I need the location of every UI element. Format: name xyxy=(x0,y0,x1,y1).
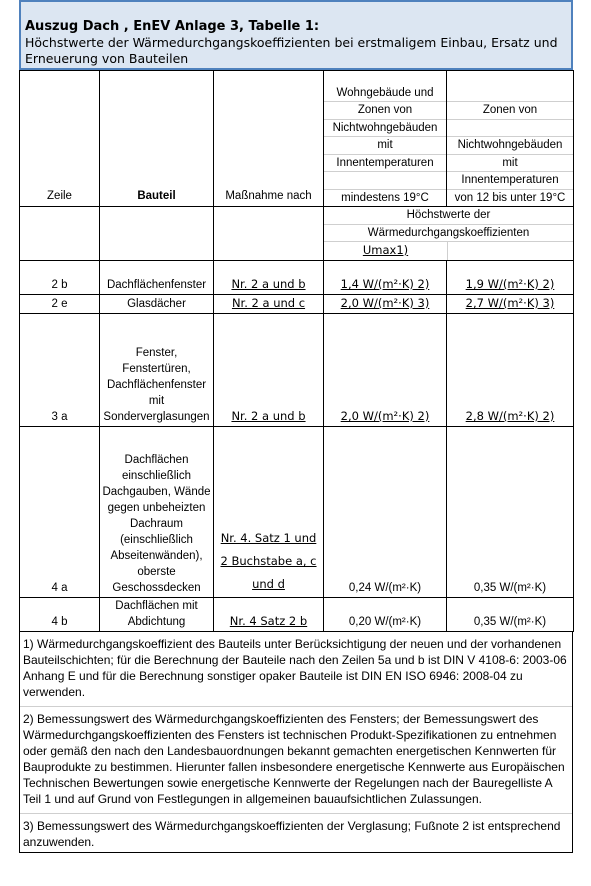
value-wohngebaeude-cell xyxy=(324,295,447,314)
value-wohngebaeude-cell-text: 2,0 W/(m²·K) 2) xyxy=(340,409,430,423)
value-zonen-cell-text: 1,9 W/(m²·K) 2) xyxy=(465,277,555,291)
col5-line: Nichtwohngebäuden xyxy=(447,137,573,155)
title-box xyxy=(19,0,573,70)
bauteil-cell: Dachflächen einschließlich Dachgauben, Wände gegen unbeheizten Dachraum (einschließlich Abseitenwänden), oberste Geschossdecken xyxy=(100,427,214,598)
value-wohngebaeude-cell xyxy=(324,261,447,295)
hoechstwerte-line2: Wärmedurchgangskoeffizienten xyxy=(324,225,573,243)
footnote-3: 3) Bemessungswert des Wärmedurchgangskoeffizienten der Verglasung; Fußnote 2 ist entsprechend anzuwenden. xyxy=(23,819,561,849)
bauteil-cell: Glasdächer xyxy=(100,295,214,314)
massnahme-cell xyxy=(214,314,324,427)
col4-line: Zonen von xyxy=(324,102,446,120)
footnotes xyxy=(19,632,573,853)
massnahme-cell xyxy=(214,261,324,295)
value-wohngebaeude-cell-text: 2,0 W/(m²·K) 3) xyxy=(340,296,430,310)
value-zonen-cell: 0,35 W/(m²·K) xyxy=(447,598,574,632)
value-wohngebaeude-cell: 0,24 W/(m²·K) xyxy=(324,427,447,598)
title-heading: Auszug Dach , EnEV Anlage 3, Tabelle 1: xyxy=(25,19,320,34)
header-col-zonen-lines xyxy=(447,85,573,207)
footnote-1: 1) Wärmedurchgangskoeffizient des Bauteils unter Berücksichtigung der neuen und der vorhandenen Bauteilschichten; für die Berechnung der Bauteile nach den Zeilen 5a und b ist DIN V 4108-6: 2003-06 Anhang E und für die Berechnung sonstiger opaker Bauteile ist DIN EN ISO 6946: 2008-04 zu verwenden. xyxy=(20,632,572,707)
table-row xyxy=(20,598,574,632)
hoechstwerte-row xyxy=(20,207,574,261)
col5-line: von 12 bis unter 19°C xyxy=(454,191,566,204)
col4-line xyxy=(324,172,446,190)
massnahme-cell-text: Nr. 2 a und b xyxy=(231,277,306,291)
massnahme-cell xyxy=(214,427,324,598)
col5-line: mit xyxy=(447,155,573,173)
table-row xyxy=(20,427,574,598)
bauteil-cell: Fenster, Fenstertüren, Dachflächenfenster mit Sonderverglasungen xyxy=(100,314,214,427)
hoechstwerte-cell xyxy=(324,207,574,261)
col5-line: Zonen von xyxy=(447,102,573,120)
table-row xyxy=(20,314,574,427)
blank-cell xyxy=(20,207,100,261)
value-wohngebaeude-cell xyxy=(324,314,447,427)
header-col-wohngebaeude-lines xyxy=(324,85,446,207)
value-zonen-cell-text: 2,8 W/(m²·K) 2) xyxy=(465,409,555,423)
massnahme-cell xyxy=(214,598,324,632)
value-zonen-cell xyxy=(447,314,574,427)
value-zonen-cell xyxy=(447,261,574,295)
blank-cell xyxy=(100,207,214,261)
zeile-cell: 2 e xyxy=(20,295,100,314)
value-wohngebaeude-cell-text: 1,4 W/(m²·K) 2) xyxy=(340,277,430,291)
value-zonen-cell-text: 2,7 W/(m²·K) 3) xyxy=(465,296,555,310)
zeile-cell: 4 a xyxy=(20,427,100,598)
hoechstwerte-line1: Höchstwerte der xyxy=(324,207,573,225)
blank-cell xyxy=(214,207,324,261)
values-table xyxy=(19,70,574,632)
massnahme-cell xyxy=(214,295,324,314)
header-col-wohngebaeude xyxy=(324,71,447,207)
col4-line: mindestens 19°C xyxy=(341,191,429,204)
massnahme-cell-text: Nr. 4 Satz 2 b xyxy=(229,614,308,628)
header-row xyxy=(20,71,574,207)
col4-line: mit xyxy=(324,137,446,155)
col5-line: Innentemperaturen xyxy=(447,172,573,190)
col4-line: Wohngebäude und xyxy=(324,85,446,103)
massnahme-cell-text: Nr. 2 a und b xyxy=(231,409,306,423)
umax-label: Umax1) xyxy=(362,243,409,257)
bauteil-cell: Dachflächen mit Abdichtung xyxy=(100,598,214,632)
header-zeile: Zeile xyxy=(20,71,100,207)
col5-line xyxy=(447,120,573,138)
bauteil-cell: Dachflächenfenster xyxy=(100,261,214,295)
value-zonen-cell xyxy=(447,295,574,314)
table-row xyxy=(20,261,574,295)
zeile-cell: 4 b xyxy=(20,598,100,632)
header-col-zonen xyxy=(447,71,574,207)
header-massnahme: Maßnahme nach xyxy=(214,71,324,207)
col4-line: Innentemperaturen xyxy=(324,155,446,173)
zeile-cell: 2 b xyxy=(20,261,100,295)
title-subheading: Höchstwerte der Wärmedurchgangskoeffizienten bei erstmaligem Einbau, Ersatz und Erneuerung von Bauteilen xyxy=(25,35,558,66)
document xyxy=(19,0,573,853)
massnahme-cell-text: Nr. 4. Satz 1 und 2 Buchstabe a, c und d xyxy=(220,531,317,591)
value-zonen-cell: 0,35 W/(m²·K) xyxy=(447,427,574,598)
table-row xyxy=(20,295,574,314)
massnahme-cell-text: Nr. 2 a und c xyxy=(231,296,306,310)
col5-line xyxy=(447,85,573,103)
col4-line: Nichtwohngebäuden xyxy=(324,120,446,138)
value-wohngebaeude-cell: 0,20 W/(m²·K) xyxy=(324,598,447,632)
header-bauteil: Bauteil xyxy=(100,71,214,207)
zeile-cell: 3 a xyxy=(20,314,100,427)
footnote-2: 2) Bemessungswert des Wärmedurchgangskoeffizienten des Fensters; der Bemessungswert des Wärmedurchgangskoeffizienten des Fensters ist technischen Produkt-Spezifikationen zu entnehmen oder gemäß den nach den Landesbauordnungen bekannt gemachten energetischen Kennwerten für Bauprodukte zu bestimmen. Hierunter fallen insbesondere energetische Kennwerte aus Europäischen Technischen Bewertungen sowie energetische Kennwerte der Regelungen nach der Bauregelliste A Teil 1 und auf Grund von Festlegungen in allgemeinen bauaufsichtlichen Zulassungen. xyxy=(20,707,572,814)
